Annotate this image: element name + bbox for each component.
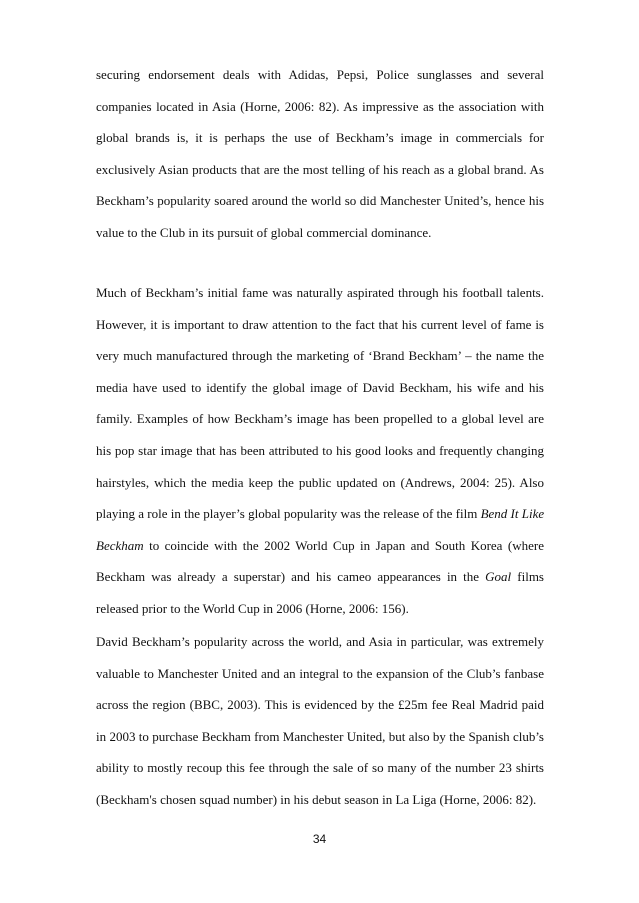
text-line: across the region (BBC, 2003). This is evidenced by the £25m fee Real Madrid paid [96, 697, 544, 713]
text-line: valuable to Manchester United and an integral to the expansion of the Club’s fanbase [96, 665, 544, 681]
text-line: David Beckham’s popularity across the world, and Asia in particular, was extremely [96, 634, 544, 649]
text-line: in 2003 to purchase Beckham from Manchester United, but also by the Spanish club’s [96, 728, 544, 744]
text-line: ability to mostly recoup this fee through the sale of so many of the number 23 shirts [96, 760, 544, 776]
text-line: hairstyles, which the media keep the public updated on (Andrews, 2004: 25). Also [96, 474, 544, 490]
text-line: (Beckham's chosen squad number) in his debut season in La Liga (Horne, 2006: 82). [96, 792, 537, 807]
text-line: value to the Club in its pursuit of global commercial dominance. [96, 225, 432, 240]
text-line: very much manufactured through the marketing of ‘Brand Beckham’ – the name the [96, 348, 544, 364]
text-line: Beckham to coincide with the 2002 World Cup in Japan and South Korea (where [96, 537, 544, 553]
text-line: Much of Beckham’s initial fame was naturally aspirated through his football talents. [96, 285, 544, 300]
text-line: securing endorsement deals with Adidas, Pepsi, Police sunglasses and several [96, 67, 544, 82]
text-line: media have used to identify the global image of David Beckham, his wife and his [96, 379, 544, 395]
page-number: 34 [312, 832, 327, 846]
text-line: However, it is important to draw attention to the fact that his current level of fame is [96, 316, 544, 332]
text-line: his pop star image that has been attributed to his good looks and frequently changing [96, 443, 544, 458]
text-line: Beckham’s popularity soared around the world so did Manchester United’s, hence his [96, 193, 544, 209]
text-line: companies located in Asia (Horne, 2006: 82). As impressive as the association with [96, 98, 544, 114]
text-line: global brands is, it is perhaps the use of Beckham’s image in commercials for [96, 130, 544, 146]
text-line: Beckham was already a superstar) and his cameo appearances in the Goal films [96, 569, 544, 585]
text-line: playing a role in the player’s global popularity was the release of the film Bend It Like [96, 506, 545, 522]
text-line: released prior to the World Cup in 2006 (Horne, 2006: 156). [96, 601, 409, 616]
text-line: exclusively Asian products that are the most telling of his reach as a global brand. As [96, 161, 544, 177]
text-line: family. Examples of how Beckham’s image has been propelled to a global level are [96, 411, 544, 427]
